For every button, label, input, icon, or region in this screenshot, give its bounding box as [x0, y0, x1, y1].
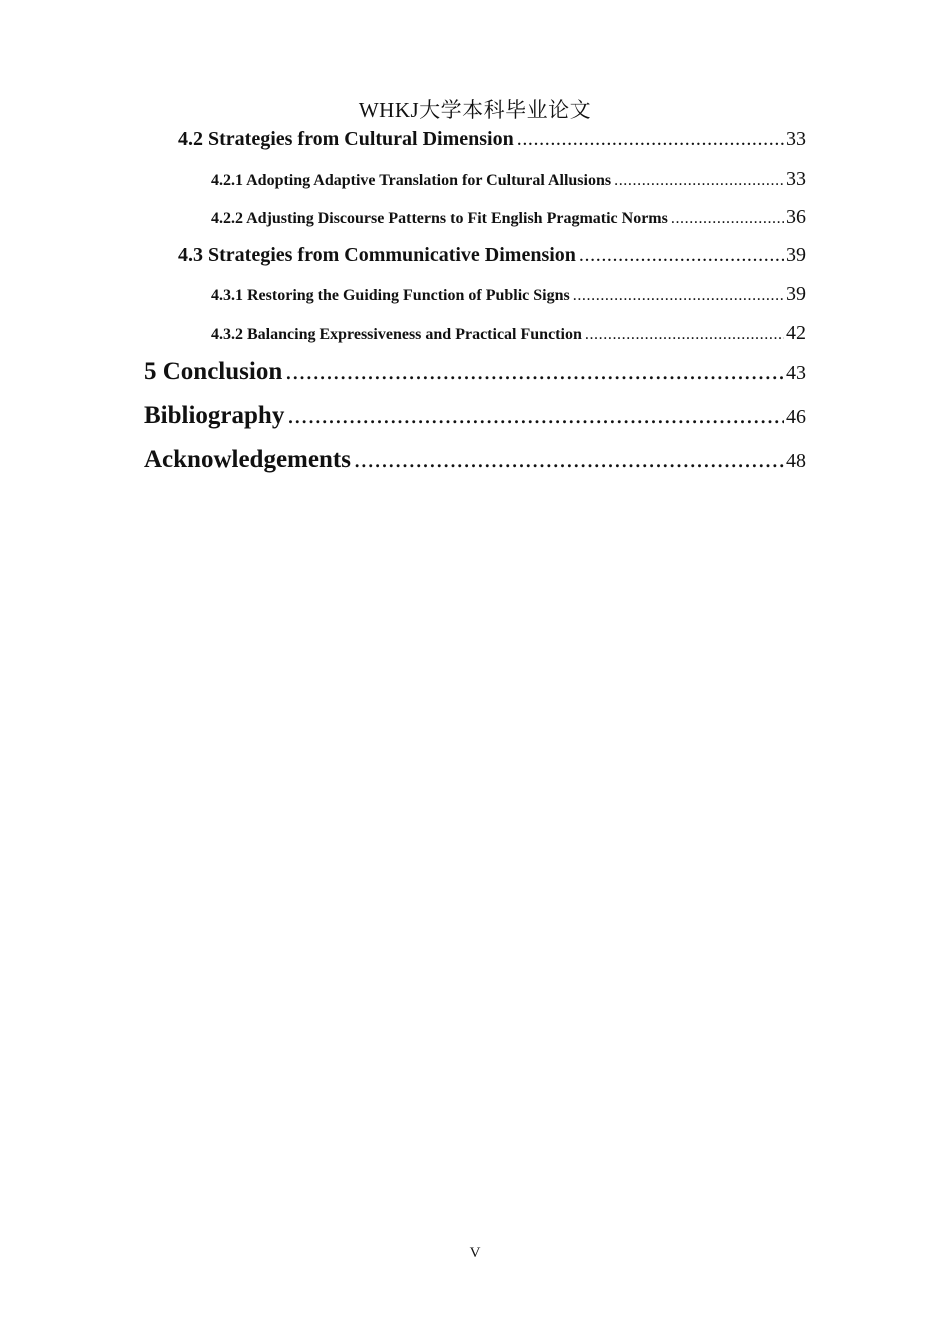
toc-entry-page: 48	[786, 450, 806, 472]
toc-entry-bibliography[interactable]	[144, 402, 806, 430]
dot-leader	[614, 172, 784, 190]
toc-entry-title: 4.2.2 Adjusting Discourse Patterns to Fit English Pragmatic Norms	[211, 210, 668, 227]
toc-entry-title: 5 Conclusion	[144, 358, 283, 385]
toc-entry-title: 4.3.1 Restoring the Guiding Function of Public Signs	[211, 287, 570, 304]
running-header: WHKJ大学本科毕业论文	[358, 98, 592, 122]
toc-entry-4-2-2[interactable]	[211, 206, 806, 229]
toc-entry-conclusion[interactable]	[144, 358, 806, 386]
dot-leader	[354, 446, 784, 474]
toc-entry-page: 39	[786, 283, 806, 305]
toc-entry-4-2[interactable]	[178, 128, 806, 151]
dot-leader	[287, 402, 784, 430]
toc-entry-page: 43	[786, 362, 806, 384]
toc-entry-title: 4.2.1 Adopting Adaptive Translation for Cultural Allusions	[211, 172, 612, 189]
toc-entry-4-3-1[interactable]	[211, 283, 806, 306]
toc-entry-page: 39	[786, 244, 806, 266]
toc-entry-4-3[interactable]	[178, 244, 806, 267]
toc-entry-page: 33	[786, 168, 806, 190]
toc-entry-acknowledgements[interactable]	[144, 446, 806, 474]
toc-entry-page: 36	[786, 206, 806, 228]
dot-leader	[585, 326, 784, 344]
dot-leader	[573, 287, 784, 305]
toc-entry-4-2-1[interactable]	[211, 168, 806, 191]
page-number: V	[469, 1245, 481, 1261]
dot-leader	[517, 128, 784, 151]
toc-entry-title: 4.2 Strategies from Cultural Dimension	[178, 128, 514, 150]
dot-leader	[671, 210, 784, 228]
toc-entry-page: 33	[786, 128, 806, 150]
toc-entry-page: 46	[786, 406, 806, 428]
toc-entry-page: 42	[786, 322, 806, 344]
toc-entry-title: Acknowledgements	[144, 446, 351, 473]
toc-entry-title: 4.3.2 Balancing Expressiveness and Practical Function	[211, 326, 582, 343]
dot-leader	[579, 244, 784, 267]
toc-entry-4-3-2[interactable]	[211, 322, 806, 345]
toc-entry-title: Bibliography	[144, 402, 285, 429]
toc-entry-title: 4.3 Strategies from Communicative Dimension	[178, 244, 576, 266]
dot-leader	[285, 358, 784, 386]
